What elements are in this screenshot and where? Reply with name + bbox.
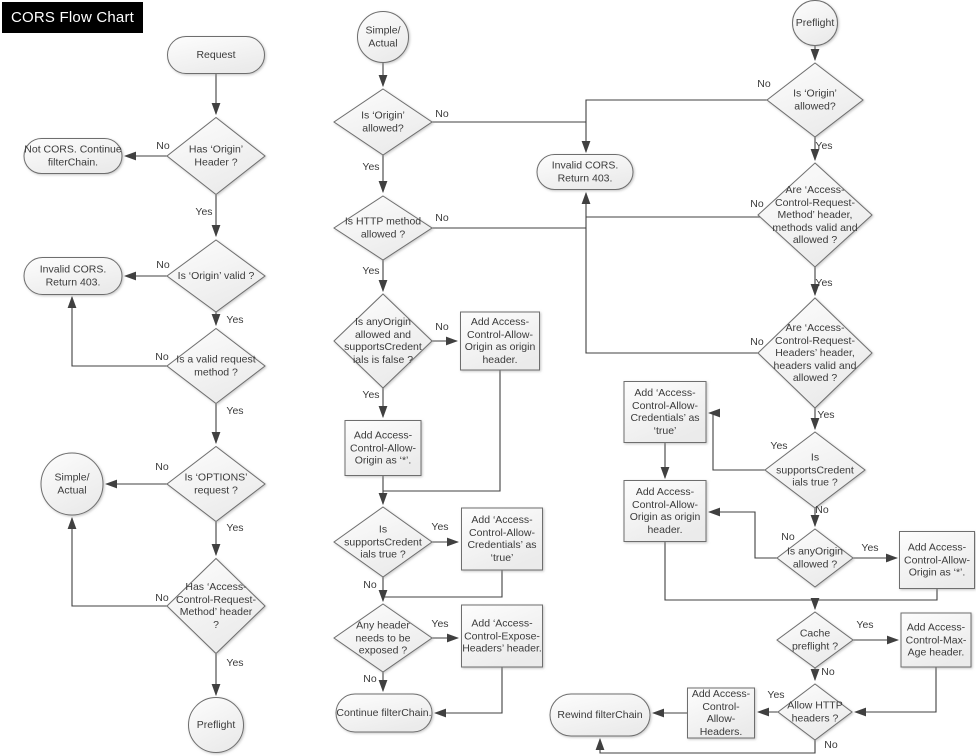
edge-label-yes-6: Yes: [226, 405, 244, 417]
preflight-left-label: Preflight: [196, 718, 236, 731]
is-origin-allowed-right-label: Is ‘Origin’ allowed?: [793, 87, 837, 112]
shape-is-options-request: [167, 447, 265, 522]
edge-label-no-21: No: [757, 78, 771, 90]
edge-label-yes-12: Yes: [362, 161, 380, 173]
shape-add-acao-origin-mid: [461, 312, 540, 370]
flow-connector-40: [815, 589, 937, 600]
add-acao-star-mid-label: Add Access- Control-Allow- Origin as ‘*’.: [350, 429, 416, 467]
is-origin-valid-label: Is ‘Origin’ valid ?: [177, 269, 255, 282]
edge-label-no-3: No: [156, 259, 170, 271]
edge-label-yes-26: Yes: [817, 409, 835, 421]
shape-add-acac-true-right: [624, 382, 706, 443]
invalid-cors-left-label: Invalid CORS. Return 403.: [39, 263, 107, 288]
edge-label-yes-8: Yes: [226, 522, 244, 534]
shape-rewind-filterchain: [550, 694, 650, 736]
edge-label-yes-22: Yes: [815, 140, 833, 152]
shape-is-any-origin-allowed-right: [777, 529, 853, 587]
flow-connector-43: [855, 667, 936, 712]
add-ac-max-age-label: Add Access- Control-Max- Age header.: [905, 621, 967, 659]
edge-label-no-11: No: [435, 108, 449, 120]
shape-has-acrm-header: [167, 559, 265, 654]
edge-label-yes-19: Yes: [431, 618, 449, 630]
shape-has-origin-header: [167, 118, 265, 195]
is-any-origin-allowed-right-label: Is anyOrigin allowed ?: [786, 545, 844, 570]
edge-label-yes-17: Yes: [431, 521, 449, 533]
shape-any-header-exposed: [334, 604, 432, 672]
preflight-right-label: Preflight: [795, 16, 835, 29]
shape-allow-http-headers: [778, 684, 852, 740]
shape-is-any-origin-allowed-mid: [334, 294, 432, 388]
flow-connector-22: [383, 570, 502, 597]
shape-add-ac-max-age: [901, 613, 971, 667]
chart-title: CORS Flow Chart: [2, 2, 143, 33]
edge-label-no-20: No: [363, 673, 377, 685]
flow-connector-27: [586, 100, 767, 152]
shape-add-acao-star-mid: [345, 421, 421, 476]
shape-is-origin-allowed-right: [767, 63, 863, 137]
shape-not-cors: [24, 139, 122, 174]
edge-label-no-15: No: [435, 321, 449, 333]
are-acrm-valid-label: Are ‘Access- Control-Request- Method’ header, methods valid and allowed ?: [772, 183, 858, 246]
cache-preflight-label: Cache preflight ?: [791, 627, 839, 652]
is-supports-cred-mid-label: Is supportsCredent ials true ?: [344, 523, 422, 561]
shape-are-acrm-valid: [758, 163, 872, 267]
edge-label-no-25: No: [750, 336, 764, 348]
add-acao-origin-mid-label: Add Access- Control-Allow- Origin as origin header.: [464, 316, 536, 366]
any-header-exposed-label: Any header needs to be exposed ?: [355, 619, 411, 657]
edge-label-no-1: No: [156, 140, 170, 152]
shape-is-supports-cred-right: [765, 432, 865, 508]
shape-are-acrh-valid: [758, 298, 872, 408]
edge-label-yes-16: Yes: [362, 389, 380, 401]
edge-label-yes-30: Yes: [861, 542, 879, 554]
edge-label-yes-4: Yes: [226, 314, 244, 326]
shape-preflight-right: [793, 1, 838, 46]
add-acac-true-right-label: Add ‘Access- Control-Allow- Credentials’ as ‘true’: [630, 387, 700, 437]
flow-connector-10: [72, 518, 167, 606]
add-ac-allow-headers-label: Add Access- Control- Allow- Headers.: [691, 688, 751, 738]
shape-add-acao-origin-right: [624, 481, 706, 542]
shape-continue-filterchain: [336, 694, 432, 732]
is-options-request-label: Is ‘OPTIONS’ request ?: [184, 471, 248, 496]
flow-connector-26: [435, 667, 502, 713]
flow-connector-37: [709, 512, 777, 558]
edge-label-no-5: No: [155, 351, 169, 363]
not-cors-label: Not CORS. Continue filterChain.: [24, 143, 122, 168]
shape-simple-actual-left: [41, 453, 103, 515]
edge-label-no-7: No: [155, 461, 169, 473]
add-acao-origin-right-label: Add Access- Control-Allow- Origin as origin header.: [629, 486, 701, 536]
add-aceh-label: Add ‘Access- Control-Expose- Headers’ header.: [462, 617, 542, 655]
shape-is-supports-cred-mid: [334, 507, 432, 577]
flow-connector-46: [600, 739, 815, 753]
shape-invalid-cors-mid: [537, 155, 633, 190]
is-http-method-allowed-label: Is HTTP method allowed ?: [344, 215, 422, 240]
has-acrm-header-label: Has ‘Access- Control-Request- Method’ header ?: [176, 581, 256, 631]
simple-actual-left-label: Simple/ Actual: [54, 471, 90, 496]
edge-label-no-29: No: [781, 531, 795, 543]
shape-is-valid-request-method: [167, 329, 265, 404]
is-supports-cred-right-label: Is supportsCredent ials true ?: [776, 451, 854, 489]
flow-connector-34: [709, 413, 765, 470]
shape-add-ac-allow-headers: [688, 688, 755, 738]
shape-request: [168, 37, 265, 74]
shapes: [24, 1, 975, 753]
continue-filterchain-label: Continue filterChain.: [336, 706, 432, 719]
edge-label-no-23: No: [750, 198, 764, 210]
edge-label-yes-24: Yes: [815, 277, 833, 289]
shape-add-acac-true-mid: [462, 508, 543, 570]
edge-label-yes-33: Yes: [767, 689, 785, 701]
are-acrh-valid-label: Are ‘Access- Control-Request- Headers’ header, headers valid and allowed ?: [773, 321, 857, 384]
edge-label-no-13: No: [435, 212, 449, 224]
simple-actual-mid-label: Simple/ Actual: [365, 24, 401, 49]
edge-label-no-32: No: [821, 666, 835, 678]
edge-label-no-18: No: [363, 579, 377, 591]
is-valid-request-method-label: Is a valid request method ?: [176, 353, 256, 378]
invalid-cors-mid-label: Invalid CORS. Return 403.: [551, 159, 619, 184]
shape-invalid-cors-left: [24, 258, 122, 295]
edge-label-no-34: No: [824, 739, 838, 751]
shape-is-origin-valid: [167, 240, 265, 312]
allow-http-headers-label: Allow HTTP headers ?: [787, 699, 843, 724]
add-acac-true-mid-label: Add ‘Access- Control-Allow- Credentials’ as ‘true’: [467, 514, 537, 564]
rewind-filterchain-label: Rewind filterChain: [557, 708, 643, 721]
flow-connector-6: [72, 297, 167, 366]
is-origin-allowed-mid-label: Is ‘Origin’ allowed?: [361, 109, 405, 134]
shape-preflight-left: [189, 698, 244, 753]
edge-label-yes-31: Yes: [856, 619, 874, 631]
shape-add-aceh: [462, 605, 543, 667]
shape-add-acao-star-right: [900, 532, 975, 589]
edge-label-yes-27: Yes: [770, 440, 788, 452]
edge-label-yes-2: Yes: [195, 206, 213, 218]
edge-label-no-28: No: [815, 504, 829, 516]
request-label: Request: [196, 48, 236, 61]
shape-is-http-method-allowed: [334, 196, 432, 260]
edge-label-no-9: No: [155, 592, 169, 604]
shape-is-origin-allowed-mid: [334, 89, 432, 155]
has-origin-header-label: Has ‘Origin’ Header ?: [188, 143, 244, 168]
shape-cache-preflight: [777, 612, 853, 668]
edge-label-yes-14: Yes: [362, 265, 380, 277]
is-any-origin-allowed-mid-label: Is anyOrigin allowed and supportsCredent ials is false ?: [344, 316, 422, 366]
edge-label-yes-10: Yes: [226, 657, 244, 669]
shape-simple-actual-mid: [358, 12, 409, 63]
add-acao-star-right-label: Add Access- Control-Allow- Origin as ‘*’.: [904, 541, 970, 579]
